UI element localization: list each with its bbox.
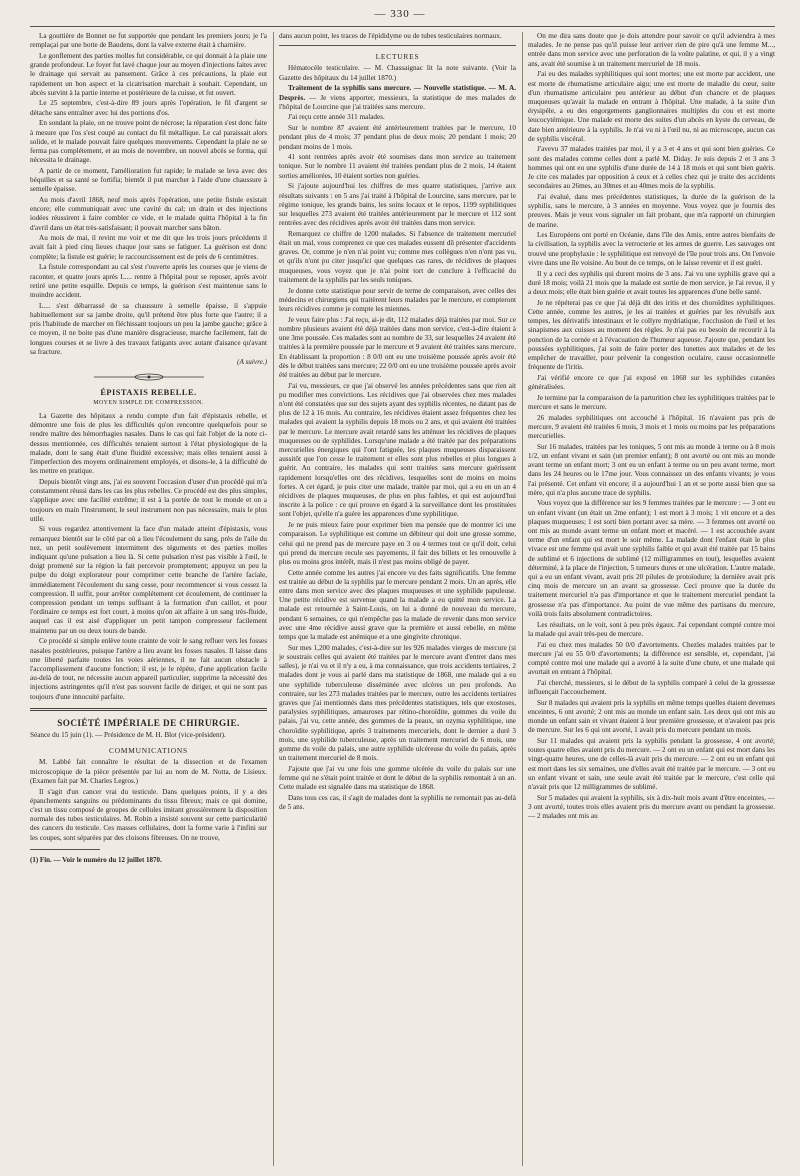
- article-subtitle: MOYEN SIMPLE DE COMPRESSION.: [93, 399, 204, 406]
- column-middle: [279, 32, 516, 1170]
- article-title: ÉPISTAXIS REBELLE.: [100, 387, 197, 397]
- paragraph: dans aucun point, les traces de l'épididyme ou de tubes testiculaires normaux.: [279, 32, 502, 40]
- paragraph: L.... s'est débarrassé de sa chaussure à semelle épaisse, il s'appuie habituellement sur sa jambe droite, qu'il prétend être plus forte que l'autre; il a pris l'habitude de marcher en fléchissant toujours un peu la jambe gauche; grâce à ce moyen, il ne boite pas d'une manière disgracieuse, marche facilement, fait de longues courses et se livre à des travaux fatigants avec autant d'aisance qu'avant sa fracture.: [30, 301, 267, 356]
- paragraph: M. Labbé fait connaître le résultat de la dissection et de l'examen microscopique de la pièce présentée par lui au nom de M. Notta, de Lisieux. (Examen fait par M. Charles Legros.): [30, 758, 267, 785]
- paragraph: J'ai cherché, messieurs, si le début de la syphilis comparé à celui de la grossesse influençait l'accouchement.: [528, 678, 775, 697]
- paragraph: Sur 16 malades, traitées par les toniques, 5 ont mis au monde à terme ou à 8 mois 1/2, un enfant vivant et sain (un premier enfant); 8 ont avorté ou ont mis au monde avant terme un enfant mort; 3 ont eu un enfant à terme ou un peu avant terme, mort dans les 24 heures ou le 17me jour. Vous connaissez un des enfants vivants; je vous l'ai présenté. Cet enfant vit encore; il a aujourd'hui 1 an et se porte aussi bien que sa mère, qui n'a plus aucune trace de syphilis.: [528, 442, 775, 497]
- paragraph: J'ai eu chez mes malades 50 0/0 d'avortements. Chezles malades traitées par le mercure j'ai eu 55 0/0 d'avortements; la différence est sensible, et, cependant, j'ai compté contre moi une malade qui a avorté à la suite d'une chute, et une malade qui avortait en entrant à l'hôpital.: [528, 640, 775, 677]
- paragraph: J'ai eu des malades syphilitiques qui sont mortes; une est morte par accident, une est morte de rhumatisme articulaire aigu; une est morte de maladie du cœur, suite d'un rhumatisme articulaire peu antérieur au début d'un chancre et de plaques muqueuses qu'avait la malade en entrant à l'hôpital. Une malade, à la suite d'un érysipèle, a eu des engorgements ganglionnaires multiples du cou et est morte leucocytémique. Une malade est morte des suites d'un abcès en kyste du cerveau, de date bien antérieure à la syphilis. Je n'ai vu ni à l'œil nu, ni au microscope, aucun cas de syphilis viscéral.: [528, 70, 775, 143]
- footnote: (1) Fin. — Voir le numéro du 12 juillet 1870.: [30, 855, 162, 864]
- paragraph: J'ai vu, messieurs, ce que j'ai observé les années précédentes sans que rien ait pu modifier mes convictions. Les récidives que j'ai observées chez mes malades n'ont été constatées que sur des sujets ayant des syphilis récentes, ne datant pas de plus de 12 à 16 mois. Au contraire, les récidives étaient assez fréquentes chez les malades qui avaient la syphilis depuis 18 mois ou 2 ans, et qui avaient été traitées par le mercure. Le mercure avait retardé sans les atténuer les récidives de plaques muqueuses ou de syphilides. Lorsqu'une malade a été traitée par des préparations mercurielles énergiques qui l'ont fatiguée, les plaques muqueuses disparaissent aussitôt que l'on cesse le traitement et elles sont plus rebelles et plus longues à guérir. Au contraire, les malades qui sont traitées sans mercure guérissent rapidement lorsqu'elles ont des récidives, lesquelles sont de moins en moins fortes. A cet égard, je puis citer une malade, traitée par moi, qui a eu en un an 4 récidives de plaques muqueuses, de plus en plus faibles, et qui est aujourd'hui inscrite à la police : ce qui prouve en égard à la surveillance dont les prostituées sont l'objet, qu'elle n'a guère les apparences d'une syphilitique.: [279, 381, 516, 519]
- paragraph: Je termine par la comparaison de la parturition chez les syphilitiques traitées par le mercure et sans le mercure.: [528, 393, 775, 411]
- session-line: Séance du 15 juin (1). — Présidence de M. H. Blot (vice-président).: [30, 731, 226, 740]
- paragraph: On me dira sans doute que je dois attendre pour savoir ce qu'il adviendra à mes malades. Je ne pense pas qu'il puisse leur arriver rien de pire qu'à une femme M..., entrée dans mon service avec une perforation de la voûte palatine, et qui, il y a vingt ans, avait été soumise à un traitement mercuriel de 18 mois.: [528, 32, 775, 68]
- paragraph: Dans tous ces cas, il s'agit de malades dont la syphilis ne remontait pas au-delà de 5 ans.: [279, 794, 516, 812]
- paragraph: Ce procédé si simple enlève toute crainte de voir le sang refluer vers les fosses nasales postérieures, puisque l'artère a lieu avant les fosses nasales. Il laisse dans une liberté parfaite toutes les voies aériennes, il ne fait aucun obstacle à l'accomplissement d'aucune fonction; il est, je le répète, d'une application facile au-delà de tout, ne nécessite aucun appareil particulier, supprime la nécessité des injections astringentes qu'il n'est pas souvent facile de diriger, et qui ne sont pas toujours d'une innocuité parfaite.: [30, 637, 267, 701]
- paragraph: Au mois d'avril 1868, neuf mois après l'opération, une petite fistule existait encore; elle communiquait avec une cavité du cal; un drain et des injections iodées réussirent à faire combler ce vide, et le malade quitta l'hôpital à la fin d'avril dans un état très-satisfaisant; il pouvait marcher sans bâton.: [30, 195, 267, 232]
- article-continuation: [30, 32, 267, 368]
- paragraph: Au mois de mai, il revint me voir et me dit que les trois jours précédents il avait fait à pied cinq lieues chaque jour sans se fatiguer. La guérison est donc complète; la fistule est guérie; le raccourcissement est de près de 6 centimètres.: [30, 234, 267, 261]
- paragraph: Si j'ajoute aujourd'hui les chiffres de mes quatre statistiques, j'arrive aux résultats suivants : en 5 ans j'ai traité à l'hôpital de Lourcine, sans mercure, par le régime tonique, les grands bains, les soins locaux et le repos, 1199 syphilitiques sur lesquelles 273 avaient été traitées antérieurement par le mercure et 112 sont rentrées avec des récidives après avoir été traitées dans mon service.: [279, 182, 516, 228]
- paragraph: Si vous regardez attentivement la face d'un malade atteint d'épistaxis, vous remarquez bientôt sur le côté par où a lieu l'écoulement du sang, près de l'aile du nez, un petit soulèvement intermittent des téguments et des parties molles indiquant qu'une pulsation a lieu là. Si cette pulsation n'est pas visible à l'œil, le doigt promené sur la région la fait percevoir promptement; appuyez un peu la pulpe du doigt explorateur pour comprimer cette branche de l'artère faciale, immédiatement l'écoulement du sang cesse, pour recommencer si vous cessez la compression. Il suffit, pour arrêter complétement cet écoulement, de continuer la compression pendant un temps suffisant à la formation d'un caillot, et pour l'ordinaire ce temps est fort court, à moins qu'on ait affaire à un sang très-fluide, auquel cas il est aisé d'appliquer un petit tampon compresseur facilement maintenu par un ou deux tours de bande.: [30, 525, 267, 635]
- paragraph: Je donne cette statistique pour servir de terme de comparaison, avec celles des médecins et chirurgiens qui traitèrent leurs malades par le mercure, et compteront leurs récidives comme je compte les miennes.: [279, 286, 516, 313]
- paragraph: Il y a ceci des syphilis qui durent moins de 3 ans. J'ai vu une syphilis grave qui a duré 18 mois; voilà 21 mois que la malade est sortie de mon service, je l'ai revue, il y a deux mois; elle était bien guérie et avait toutes les apparences d'une belle santé.: [528, 269, 775, 296]
- paragraph: Sur 5 malades qui avaient la syphilis, six à dix-huit mois avant d'être enceintes, — 3 ont avorté, toutes trois elles avaient pris du mercure avant ou pendant la grossesse. — 2 malades ont mis au: [528, 793, 775, 821]
- communications-heading: COMMUNICATIONS: [109, 746, 188, 756]
- column-right: [528, 32, 775, 1170]
- paragraph: Depuis bientôt vingt ans, j'ai eu souvent l'occasion d'user d'un procédé qui m'a constamment réussi dans les cas les plus rebelles. Ce procédé est des plus simples, s'applique avec une facilité extrême; il est à la portée de tout le monde et on a toujours en main l'instrument, le seul instrument non pas nécessaire, mais le plus utile.: [30, 477, 267, 523]
- paragraph: 41 sont rentrées après avoir été soumises dans mon service au traitement tonique. Sur le nombre 11 avaient été traitées pendant plus de 2 mois, 14 étaient sorties améliorées, 10 étaient sorties non guéries.: [279, 153, 516, 180]
- ornament-divider: [94, 373, 204, 381]
- paragraph: En sondant la plaie, on ne trouve point de nécrose; la réparation s'est donc faite à mesure que l'os s'est coupé au contact du fil métallique. Le cal paraissait alors solide, et le malade pouvait faire quelques mouvements. Cependant la plaie ne se ferma pas complétement, et au mois de novembre, un nouvel abcès se forma, qui nécessita le drainage.: [30, 119, 267, 165]
- paragraph: J'avevu 37 malades traitées par moi, il y a 3 et 4 ans et qui sont bien guéries. Ce sont des malades comme celles dont a parlé M. Diday. Je suis depuis 2 et 3 ans 3 hommes qui ont eu une syphilis d'une durée de 14 à 18 mois et qui sont bien guéris. Je cite ces malades par opposition à ceux et à celles chez qui je traite des accidents secondaires au 26mes, au 30mes et au 40mes mois de la syphilis.: [528, 145, 775, 191]
- paragraph: J'ai reçu cette année 311 malades.: [288, 113, 385, 122]
- column-divider: [522, 32, 523, 1166]
- paragraph: Je ne puis mieux faire pour exprimer bien ma pensée que de montrer ici une comparaison. Le syphilitique est comme un débiteur qui doit une grosse somme, celui qui ne prend pas de mercure paye en 3 ou 4 termes tout ce qu'il doit, celui qui prend du mercure recule ses payements, il fait des billets et les renouvelle à plus ou moins gros intérêt, mais il n'est pas moins obligé de payer.: [279, 521, 516, 566]
- paragraph: Le 25 septembre, c'est-à-dire 89 jours après l'opération, le fil d'argent se détache sans entraîner avec lui des portions d'os.: [30, 99, 267, 117]
- paragraph: J'ai vérifié encore ce que j'ai exposé en 1868 sur les syphilides cutanées généralisées.: [528, 373, 775, 392]
- column-divider: [273, 32, 274, 1166]
- column-left: [30, 32, 267, 1170]
- paragraph: A partir de ce moment, l'amélioration fut rapide; le malade se leva avec des béquilles et sa santé se fortifia; bientôt il put marcher à l'aide d'une chaussure à semelle épaisse.: [30, 166, 267, 194]
- paragraph: Sur le nombre 87 avaient été antérieurement traitées par le mercure, 10 pendant plus de 4 mois; 37 pendant plus de deux mois; 20 pendant 1 mois; 20 pendant moins de 1 mois.: [279, 124, 516, 151]
- section-rule: [30, 708, 267, 711]
- paragraph: Je ne répéterai pas ce que j'ai déjà dit des iritis et des choroïdites syphilitiques. Cette année, comme les autres, je les ai traitées et guéries par les révulsifs aux tempes, les dérivatifs intestinaux et le collyre mydriatique, l'occlusion de l'œil et les sinapismes aux cuisses au moment des règles. Je n'ai pas eu besoin de recourir à la ponction de la cornée et à l'évacuation de l'humeur aqueuse. J'ajoute que, pendant les poussées syphilitiques, j'ai soin de faire porter des lunettes aux malades et de les empêcher de travailler, pour prévenir la congestion oculaire, cause occasionnelle fréquente de l'iritis.: [528, 298, 775, 372]
- paragraph: Sur mes 1,200 malades, c'est-à-dire sur les 926 malades vierges de mercure (si je soustrais celles qui avaient été traitées par le mercure avant d'entrer dans mes salles), je n'ai vu et il n'y a eu, à ma connaissance, que trois accidents tertiaires, 2 malades dont je vous ai parlé dans ma statistique de 1868, une malade qui a eu une syphilide tuberculeuse disséminée avec ulcères un peu profonds. Au contraire, sur les 273 malades traitées par le mercure, outre les accidents tertiaires graves que j'ai mentionnés dans mes précédentes statistiques, tels que exostoses, paralysies syphilitiques, amauroses par rétino-choroïdite, gommes du voile du palais, j'ai vu, cette année, des gommes de la peaux, un ozyma syphilitique, une choroïdite syphilitique, après 3 traitements mercuriels, dont le dernier a duré 3 mois, une syphilide tuberculeuse, après un traitement mercuriel de 6 mois, une gomme du voile du palais, une autre syphilide ulcéreuse du voile du palais, après un traitement mercuriel de 8 mois.: [279, 643, 516, 763]
- paragraph: Les résultats, on le voit, sont à peu près égaux. J'ai cependant compté contre moi la malade qui avait très-peu de mercure.: [528, 620, 775, 638]
- paragraph: Les Européens ont porté en Océanie, dans l'île des Amis, entre autres bienfaits de la civilisation, la syphilis avec la verrocterie et les armes de guerre. Les sauvages ont trouvé une prophylaxie : le syphilitique est renvoyé de l'île pour trois ans. On l'envoie vivre dans une île voisine. Au bout de ce temps, on le laisse revenir et il est guéri.: [528, 231, 775, 267]
- paragraph: La gouttière de Bonnet ne fut supportée que pendant les premiers jours; je l'a remplaçai par une botte de Baudens, dont la valve externe était à charnière.: [30, 32, 267, 50]
- lecture-lead: — Je viens apporter, messieurs, la statistique de mes malades de l'hôpital de Lourcine que j'ai traitées sans mercure.: [279, 93, 516, 111]
- header-rule: [30, 26, 775, 27]
- paragraph: Je veux faire plus : J'ai reçu, ai-je dit, 112 malades déjà traitées par moi. Sur ce nombre plusieurs avaient été déjà traitées dans mon service, c'est-à-dire étaient à une 3me poussée. Ces malades sont au nombre de 33, sur lesquelles 24 avaient été traitées à la première poussée par le mercure et 9 avaient été traitées sans mercure. En établissant la proportion : 8 0/0 ont eu une troisième poussée après avoir été dès le début traitées sans mercure; 22 0/0 ont eu une troisième poussée après avoir été traitées au début par le mercure.: [279, 315, 516, 379]
- paragraph: Le gonflement des parties molles fut considérable, ce qui donnait à la plaie une grande profondeur. Le foyer fut lavé chaque jour au moyen d'injections faites avec le drainage qui servait au pansement. Grâce à ces précautions, la plaie eut rapidement un bon aspect et la cicatrisation marchait à souhait. Cependant, un abcès survint à la partie interne et postérieure de la cuisse, et fut ouvert.: [30, 51, 267, 97]
- society-title: SOCIÉTÉ IMPÉRIALE DE CHIRURGIE.: [57, 717, 240, 728]
- paragraph: Vous voyez que la différence sur les 9 femmes traitées par le mercure : — 3 ont eu un enfant vivant (un était un 2me enfant); 1 est mort à 3 mois; 1 vit encore et a des plaques muqueuses; 1 est sorti bien portant avec sa mère. — 3 femmes ont avorté ou ont mis au monde avant terme un enfant mort et macéré. — 1 est accouchée avant terme d'un enfant qui est mort le soir même. La malade dont l'enfant était le plus vivace est une femme qui avait une syphilis faible et qui avait été traitée par 15 bains de sublimé et 6 injections de sublimé (12 milligrammes en tout), lesquelles avaient déterminé, à la place de l'injection, 5 tumeurs dures et une ulcération. L'autre malade, qui a eu un enfant vivant, avait pris 20 pilules de protoïodure; la dernière avait pris cinq mois de mercure un an avant sa grossesse. Ceci prouve que la durée du traitement mercuriel n'a pas d'importance et que le traitement mercuriel pendant la grossesse n'a pas d'importance. Au point de vue même des partisans du mercure, voilà trois faits absolument contradictoires.: [528, 499, 775, 618]
- lectures-heading: LECTURES: [375, 52, 420, 62]
- section-rule: [279, 45, 516, 46]
- page-number: — 330 —: [374, 8, 426, 20]
- paragraph: Hématocèle testiculaire. — M. Chassaignac lit la note suivante. (Voir la Gazette des hôpitaux du 14 juillet 1870.): [279, 64, 516, 82]
- lecture-title: Traitement de la syphilis sans mercure. — Nouvelle statistique. — M. A. Desprès.: [279, 84, 516, 102]
- paragraph: [279, 84, 516, 112]
- paragraph: La fistule correspondant au cal s'est r'ouverte après les courses que je viens de raconter, et quatre jours après L.... rentre à l'hôpital pour se reposer, après avoir retiré une petite esquille. Depuis ce temps, la guérison s'est maintenue sans le moindre accident.: [30, 263, 267, 299]
- paragraph: La Gazette des hôpitaux a rendu compte d'un fait d'épistaxis rebelle, et démontre une fois de plus les difficultés qu'on rencontre quelquefois pour se rendre maître des hémorrhagies nasales. Dans le cas qui fait l'objet de la note ci-dessus mentionnée, ces difficultés tenaient surtout à l'état physiologique de la malade, dont le sang était d'une fluidité excessive; mais elles tenaient aussi à l'imperfection des moyens ordinairement employés, et disons-le, à la difficulté de les mettre en pratique.: [30, 412, 267, 476]
- paragraph: J'ajoute que j'ai vu une fois une gomme ulcérée du voile du palais sur une femme qui ne s'était point traitée et dont le début de la syphilis remontait à un an. Cette malade est signalée dans ma statistique de 1868.: [279, 764, 516, 792]
- to-be-continued: (A suivre.): [237, 358, 267, 367]
- paragraph: Sur 8 malades qui avaient pris la syphilis en même temps quelles étaient devenues enceintes, 6 ont avorté; 2 ont mis au monde un enfant sain. Les deux qui ont mis au monde un enfant sain et vivant étaient à leur première grossesse, et n'avaient pas pris de mercure. Sur les 6 qui ont avorté, 1 avait pris du mercure pendant un mois.: [528, 698, 775, 735]
- footnote-rule: [30, 849, 100, 850]
- paragraph: Remarquez ce chiffre de 1200 malades. Si l'absence de traitement mercuriel était un mal, vous comprenez ce que ces malades eussent dû présenter d'accidents graves. Or, comme je n'en n'ai point vu; comme mes collègues n'en n'ont pas vu, et qu'ils n'ont pu citer jusqu'ici que quelques cas rares, de récidives de plaques muqueuses, vous voyez que je n'ai point tort de conclure à l'efficacité du traitement de la syphilis par les seuls toniques.: [279, 229, 516, 284]
- paragraph: 26 malades syphilitiques ont accouché à l'hôpital. 16 n'avaient pas pris de mercure, 9 avaient été traitées 6 mois, 3 mois et 1 mois ou moins par les préparations mercurielles.: [528, 413, 775, 441]
- paragraph: J'ai évalué, dans mes précédentes statistiques, la durée de la guérison de la syphilis, sans le mercure, à 3 années en moyenne. Vous voyez que je fournis des preuves. Mais je veux vous signaler un fait probant, que m'a rapporté un chirurgien de marine.: [528, 192, 775, 229]
- paragraph: Sur 11 malades qui avaient pris la syphilis pendant la grossesse, 4 ont avorté; toutes quatre elles avaient pris du mercure. — 2 ont eu un enfant qui est mort dans les vingt-quatre heures, une de celles-là avait pris du mercure. — 2 ont eu un enfant qui est mort dans les six semaines, une d'elles avait été traitée par le mercure. — 3 ont eu un enfant vivant et sain, une seule avait été traitée par le mercure, c'est celle qui n'avait pris que 12 milligrammes de sublimé.: [528, 737, 775, 792]
- paragraph: Cette année comme les autres j'ai encore vu des faits significatifs. Une femme est traitée au début de la syphilis par le mercure pendant 2 mois. Un an après, elle entre dans mon service avec des plaques muqueuses et une syphilide papuleuse. Une petite récidive est survenue quand la malade a eu quitté mon service. La malade est retournée à Saint-Louis, on lui a donné de nouveau du mercure, pendant 6 semaines, ce qui n'empêche pas la malade de revenir dans mon service avec une 4me récidive aussi grave que la première et aussi rebelle, en même temps que la malade est anémique et a une gingivite chronique.: [279, 568, 516, 642]
- paragraph: Il s'agit d'un cancer vrai du testicule. Dans quelques points, il y a des épanchements sanguins ou prédominants du tissu fibreux; mais ce qui domine, c'est un tissu composé de groupes de cellules imitant grossièrement la disposition normale des tubes testiculaires. M. Robin a insisté souvent sur cette particularité des cancers du testicule. Ces masses cellulaires, dont la forme varie à l'infini sur les coupes, sont séparées par des cloisons fibreuses. On ne trouve,: [30, 787, 267, 842]
